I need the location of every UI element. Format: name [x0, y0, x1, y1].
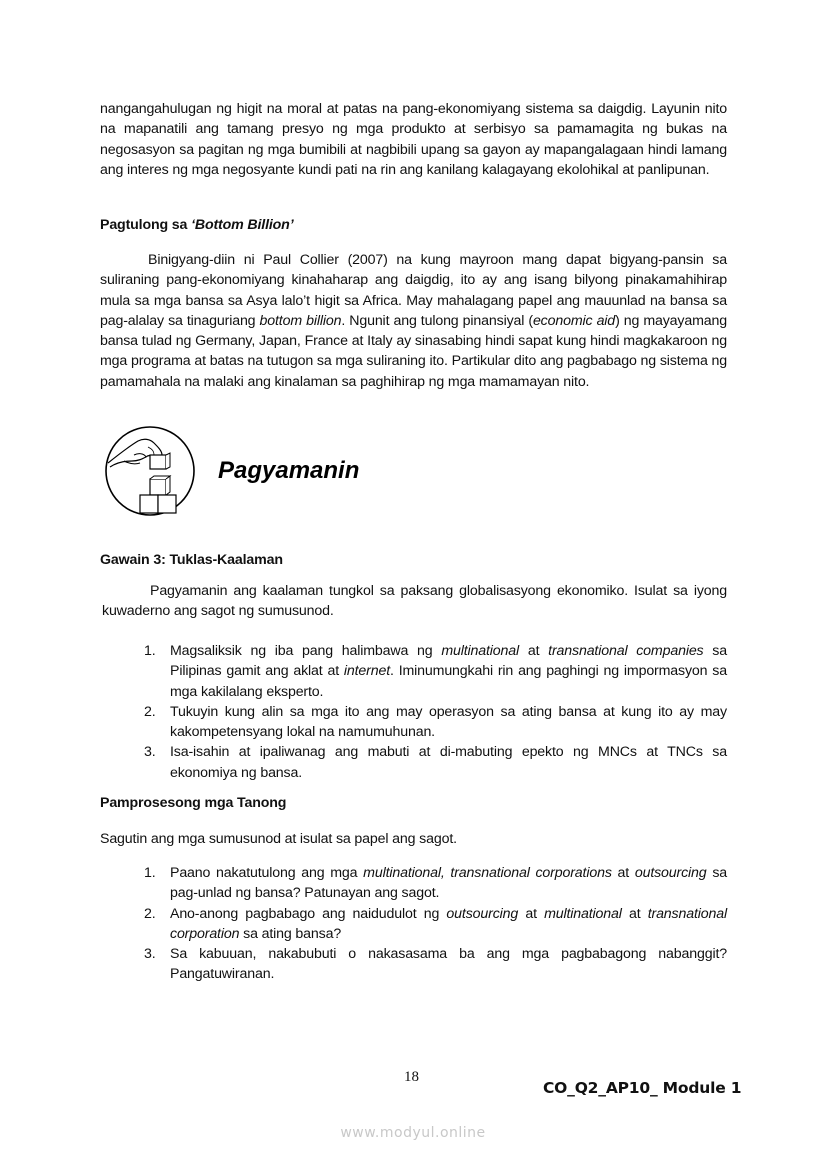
item-number: 1. — [144, 865, 156, 881]
text-run: . Ngunit ang tulong pinansiyal ( — [341, 312, 533, 329]
module-code: CO_Q2_AP10_ Module 1 — [543, 1079, 742, 1097]
section-title: Pagyamanin — [218, 457, 360, 484]
text-run: Magsaliksik ng iba pang halimbawa ng — [170, 643, 442, 659]
list-item — [100, 742, 727, 783]
italic-term: outsourcing — [634, 865, 707, 881]
item-number: 3. — [144, 946, 156, 963]
watermark: www.modyul.online — [340, 1125, 486, 1141]
text-run: at — [518, 905, 545, 922]
italic-term: multinational — [544, 905, 622, 922]
gawain-list — [100, 641, 727, 783]
heading-text: Pagtulong sa — [100, 217, 192, 233]
text-run: at — [621, 905, 648, 922]
text-run: at — [519, 643, 549, 659]
heading-italic-text: ‘Bottom Billion’ — [191, 217, 294, 233]
text-run: sa Pilipinas gamit ang aklat at — [170, 643, 727, 680]
italic-term: internet — [343, 663, 391, 680]
text-run: Binigyang-diin ni Paul Collier (2007) na kung mayroon mang dapat bigyang-pansin sa suliraning pang-ekonomiyang kinahaharap ang daigdig, ito ay ang isang bilyong pinakamahihirap mula sa mga bansa sa Asya lalo’t higit sa Africa. May mahalagang papel ang mauunlad na bansa sa pag-alalay sa tinaguriang — [100, 252, 727, 329]
text-run: Sa kabuuan, nakabubuti o nakasasama ba ang mga pagbabagong nabanggit? Pangatuwiranan. — [170, 946, 727, 983]
item-number: 1. — [144, 643, 156, 659]
bottom-billion-paragraph — [100, 250, 727, 392]
italic-term: economic aid — [532, 312, 616, 329]
pamprosesong-instruction: Sagutin ang mga sumusunod at isulat sa papel ang sagot. — [100, 831, 457, 847]
text-run: Tukuyin kung alin sa mga ito ang may operasyon sa ating bansa at kung ito ay may kakompetensyang lokal na namumuhunan. — [170, 703, 727, 741]
text-run: . Iminumungkahi rin ang paghingi ng impormasyon sa mga kakilalang eksperto. — [170, 663, 727, 700]
hand-stacking-blocks-icon — [104, 425, 196, 517]
list-item — [100, 863, 727, 904]
item-number: 2. — [144, 703, 156, 720]
list-item — [100, 904, 727, 945]
list-item — [100, 641, 727, 702]
pamprosesong-list — [100, 863, 727, 985]
text-run: at — [611, 865, 635, 881]
italic-term: bottom billion — [259, 312, 342, 329]
item-number: 2. — [144, 905, 156, 922]
page-number: 18 — [404, 1069, 419, 1085]
text-run: Ano-anong pagbabago ang naidudulot ng — [170, 905, 447, 922]
item-number: 3. — [144, 744, 156, 761]
gawain-instruction: Pagyamanin ang kaalaman tungkol sa paksang globalisasyong ekonomiko. Isulat sa iyong kuwaderno ang sagot ng sumusunod. — [102, 583, 727, 620]
list-item — [100, 702, 727, 743]
text-run: sa ating bansa? — [239, 925, 342, 942]
text-run: Paano nakatutulong ang mga — [170, 865, 364, 881]
list-item — [100, 944, 727, 985]
italic-term: multinational, transnational corporations — [363, 865, 612, 881]
bottom-billion-heading — [100, 217, 294, 233]
italic-term: transnational companies — [548, 643, 704, 659]
italic-term: multinational — [441, 643, 520, 659]
text-run: Isa-isahin at ipaliwanag ang mabuti at di-mabuting epekto ng MNCs at TNCs sa ekonomiya ng bansa. — [170, 744, 727, 781]
gawain-heading: Gawain 3: Tuklas-Kaalaman — [100, 552, 283, 568]
text-run: ) ng mayayamang bansa tulad ng Germany, Japan, France at Italy ay sinasabing hindi sapat kung hindi magkakaroon ng mga programa at batas na tutugon sa mga suliraning ito. Partikular dito ang pagbabago ng sistema ng pamamahala na malaki ang kinalaman sa paghihirap ng mga mamamayan nito. — [100, 312, 728, 390]
pamprosesong-heading: Pamprosesong mga Tanong — [100, 795, 287, 811]
italic-term: outsourcing — [446, 905, 519, 922]
text-run: sa pag-unlad ng bansa? Patunayan ang sagot. — [170, 865, 727, 902]
italic-term: transnational corporation — [170, 905, 727, 942]
intro-paragraph: nangangahulugan ng higit na moral at patas na pang-ekonomiyang sistema sa daigdig. Layunin nito na mapanatili ang tamang presyo ng mga produkto at serbisyo sa pamamagita ng bukas na negosasyon sa pagitan ng mga bumibili at nagbibili upang sa gayon ay mapangalagaan hindi lamang ang interes ng mga negosyante kundi pati na rin ang kanilang kalagayang ekolohikal at panlipunan. — [100, 101, 727, 178]
